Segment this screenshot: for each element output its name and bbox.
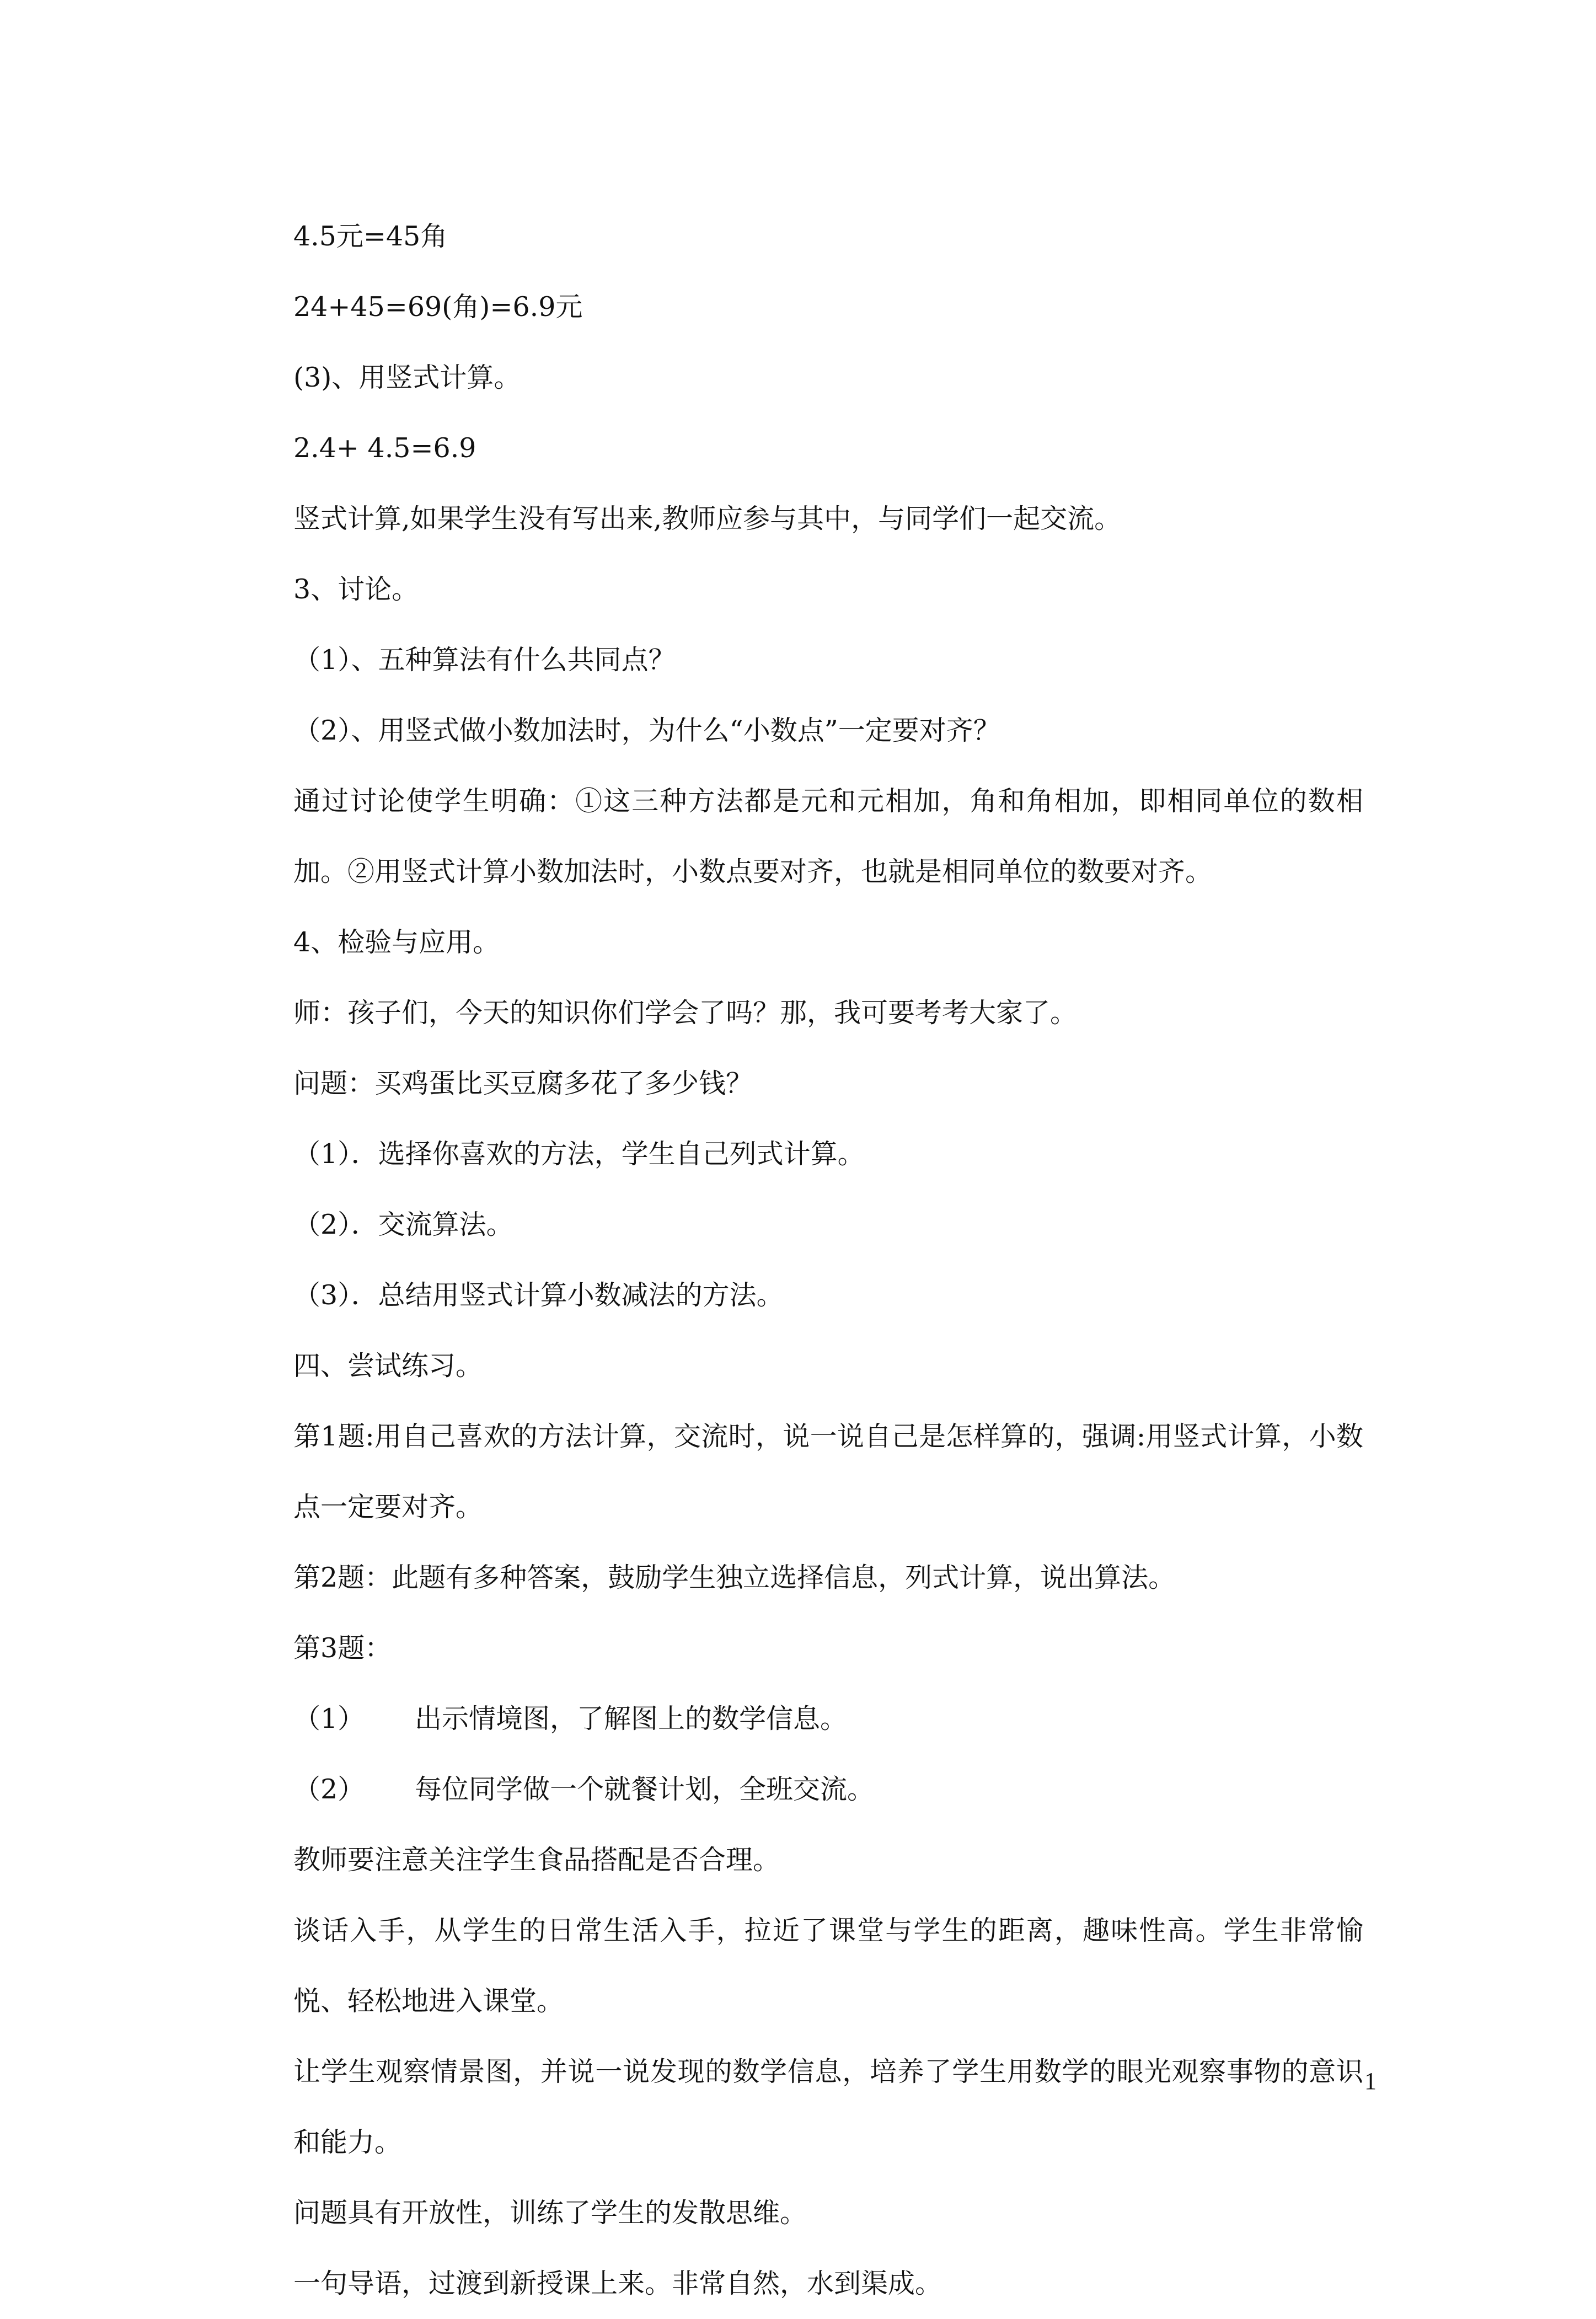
text-line: 教师要注意关注学生食品搭配是否合理。 — [293, 1844, 780, 1876]
text-line: （2）、用竖式做小数加法时，为什么“小数点”一定要对齐？ — [293, 715, 1000, 746]
text-line: 2.4+ 4.5=6.9 — [293, 432, 476, 464]
text-line: 问题：买鸡蛋比买豆腐多花了多少钱？ — [293, 1068, 753, 1099]
text-line: 竖式计算,如果学生没有写出来,教师应参与其中，与同学们一起交流。 — [293, 503, 1122, 534]
list-item-number: （1） — [293, 1703, 365, 1734]
section-heading: 3、讨论。 — [293, 574, 419, 605]
list-item-text: 出示情境图，了解图上的数学信息。 — [415, 1703, 848, 1734]
list-item — [293, 1684, 1363, 1754]
text-line: （1）．选择你喜欢的方法，学生自己列式计算。 — [293, 1138, 865, 1170]
document-body — [293, 201, 1363, 2319]
text-line: 第3题： — [293, 1632, 392, 1664]
text-line: 4.5元=45角 — [293, 221, 448, 252]
section-heading: 四、尝试练习。 — [293, 1350, 483, 1381]
text-line: 问题具有开放性，训练了学生的发散思维。 — [293, 2197, 807, 2229]
text-line: （2）．交流算法。 — [293, 1209, 513, 1240]
paragraph-discussion: 通过讨论使学生明确：①这三种方法都是元和元相加，角和角相加，即相同单位的数相加。②用竖式计算小数加法时，小数点要对齐，也就是相同单位的数要对齐。 — [293, 785, 1363, 887]
list-item-number: （2） — [293, 1774, 365, 1805]
paragraph-question-1: 第1题:用自己喜欢的方法计算，交流时，说一说自己是怎样算的，强调:用竖式计算，小数点一定要对齐。 — [293, 1421, 1363, 1523]
text-line: （3）．总结用竖式计算小数减法的方法。 — [293, 1279, 784, 1311]
paragraph-observe: 让学生观察情景图，并说一说发现的数学信息，培养了学生用数学的眼光观察事物的意识和能力。 — [293, 2056, 1363, 2158]
page-number: 1 — [1364, 2068, 1377, 2095]
text-line: （1）、五种算法有什么共同点？ — [293, 644, 676, 676]
text-line: 第2题：此题有多种答案，鼓励学生独立选择信息，列式计算，说出算法。 — [293, 1562, 1176, 1593]
text-line: 一句导语，过渡到新授课上来。非常自然，水到渠成。 — [293, 2268, 942, 2299]
list-item — [293, 1754, 1363, 1825]
paragraph-talk: 谈话入手，从学生的日常生活入手，拉近了课堂与学生的距离，趣味性高。学生非常愉悦、轻松地进入课堂。 — [293, 1915, 1363, 2017]
text-line: 24+45=69(角)=6.9元 — [293, 291, 583, 323]
list-item-text: 每位同学做一个就餐计划，全班交流。 — [415, 1774, 875, 1805]
text-line: 师：孩子们，今天的知识你们学会了吗？那，我可要考考大家了。 — [293, 997, 1078, 1029]
section-heading: 4、检验与应用。 — [293, 926, 500, 958]
text-line: (3)、用竖式计算。 — [293, 362, 521, 393]
